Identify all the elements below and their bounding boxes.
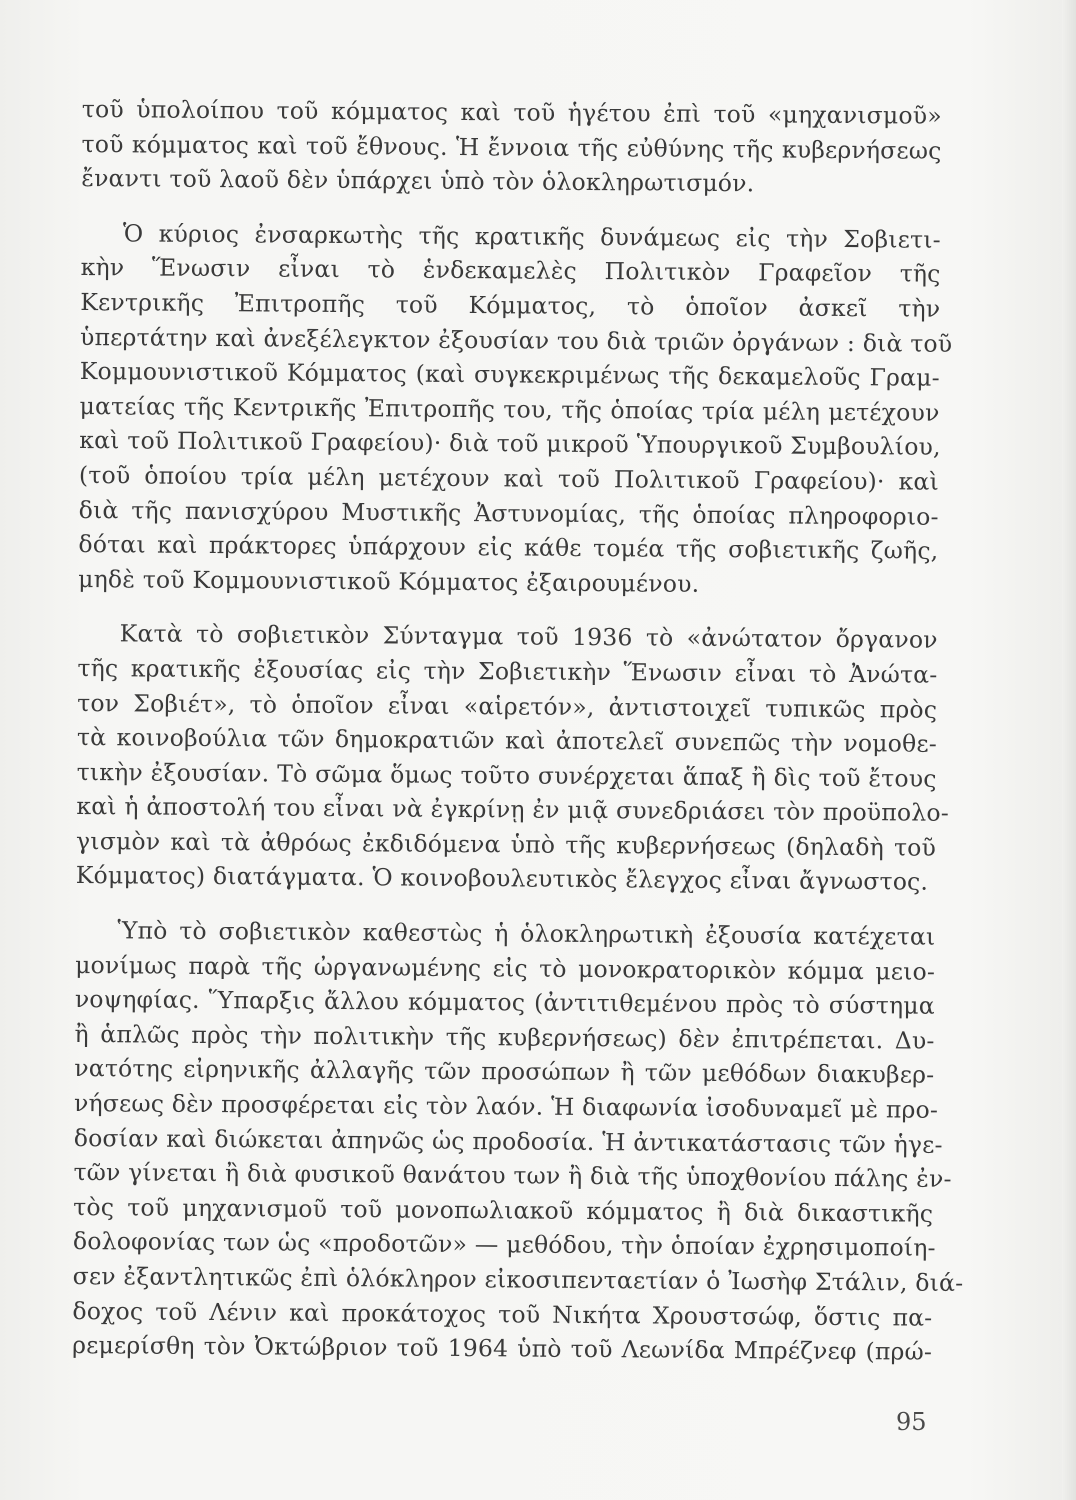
text-line: τικὴν ἐξουσίαν. Τὸ σῶμα ὅμως τοῦτο συνέρχεται ἅπαξ ἢ δὶς τοῦ ἔτους bbox=[76, 757, 937, 793]
text-line: μηδὲ τοῦ Κομμουνιστικοῦ Κόμματος ἐξαιρουμένου. bbox=[78, 564, 700, 598]
text-line: Κεντρικῆς Ἐπιτροπῆς τοῦ Κόμματος, τὸ ὁποῖον ἀσκεῖ τὴν bbox=[80, 287, 941, 323]
text-line: νήσεως δὲν προσφέρεται εἰς τὸν λαόν. Ἡ διαφωνία ἰσοδυναμεῖ μὲ προ- bbox=[73, 1089, 939, 1124]
text-line: τοῦ κόμματος καὶ τοῦ ἔθνους. Ἡ ἔννοια τῆς εὐθύνης τῆς κυβερνήσεως bbox=[81, 129, 942, 165]
page-number: 95 bbox=[896, 1408, 927, 1436]
page-edge-shadow bbox=[1062, 0, 1076, 1500]
text-line: ἔναντι τοῦ λαοῦ δὲν ὑπάρχει ὑπὸ τὸν ὁλοκληρωτισμόν. bbox=[81, 164, 755, 198]
text-line: τον Σοβιέτ», τὸ ὁποῖον εἶναι «αἱρετόν», ἀντιστοιχεῖ τυπικῶς πρὸς bbox=[77, 688, 938, 724]
text-line: δοσίαν καὶ διώκεται ἀπηνῶς ὡς προδοσία. Ἡ ἀντικατάστασις τῶν ἡγε- bbox=[73, 1123, 943, 1159]
paragraph-1 bbox=[81, 92, 942, 203]
text-line: τὰ κοινοβούλια τῶν δημοκρατιῶν καὶ ἀποτελεῖ συνεπῶς τὴν νομοθε- bbox=[76, 723, 938, 758]
text-line: Κατὰ τὸ σοβιετικὸν Σύνταγμα τοῦ 1936 τὸ «ἀνώτατον ὄργανον bbox=[119, 619, 938, 655]
text-line: δόται καὶ πράκτορες ὑπάρχουν εἰς κάθε τομέα τῆς σοβιετικῆς ζωῆς, bbox=[78, 530, 939, 565]
paragraph-2 bbox=[78, 216, 953, 603]
text-line: κὴν Ἕνωσιν εἶναι τὸ ἑνδεκαμελὲς Πολιτικὸν Γραφεῖον τῆς bbox=[80, 253, 941, 289]
paragraph-3 bbox=[75, 616, 950, 899]
text-line: (τοῦ ὁποίου τρία μέλη μετέχουν καὶ τοῦ Πολιτικοῦ Γραφείου)· καὶ bbox=[78, 460, 940, 496]
text-line: ρεμερίσθη τὸν Ὀκτώβριον τοῦ 1964 ὑπὸ τοῦ Λεωνίδα Μπρέζνεφ (πρώ- bbox=[72, 1331, 933, 1366]
text-line: καὶ ἡ ἀποστολή του εἶναι νὰ ἐγκρίνῃ ἐν μιᾷ συνεδριάσει τὸν προϋπολο- bbox=[76, 792, 950, 828]
text-line: μονίμως παρὰ τῆς ὠργανωμένης εἰς τὸ μονοκρατορικὸν κόμμα μειο- bbox=[75, 950, 936, 986]
text-line: διὰ τῆς πανισχύρου Μυστικῆς Ἀστυνομίας, τῆς ὁποίας πληροφοριο- bbox=[78, 495, 939, 531]
body-text bbox=[72, 92, 964, 1369]
paragraph-4 bbox=[72, 913, 964, 1369]
text-line: Κόμματος) διατάγματα. Ὁ κοινοβουλευτικὸς ἔλεγχος εἶναι ἄγνωστος. bbox=[75, 861, 929, 897]
text-line: σεν ἐξαντλητικῶς ἐπὶ ὁλόκληρον εἰκοσιπενταετίαν ὁ Ἰωσὴφ Στάλιν, διά- bbox=[72, 1261, 964, 1297]
text-line: τὸς τοῦ μηχανισμοῦ τοῦ μονοπωλιακοῦ κόμματος ἢ διὰ δικαστικῆς bbox=[73, 1192, 934, 1228]
text-line: γισμὸν καὶ τὰ ἀθρόως ἐκδιδόμενα ὑπὸ τῆς κυβερνήσεως (δηλαδὴ τοῦ bbox=[76, 826, 937, 862]
text-line: τῆς κρατικῆς ἐξουσίας εἰς τὴν Σοβιετικὴν Ἕνωσιν εἶναι τὸ Ἀνώτα- bbox=[77, 653, 938, 689]
text-line: καὶ τοῦ Πολιτικοῦ Γραφείου)· διὰ τοῦ μικροῦ Ὑπουργικοῦ Συμβουλίου, bbox=[79, 426, 941, 462]
text-line: νοψηφίας. Ὕπαρξις ἄλλου κόμματος (ἀντιτιθεμένου πρὸς τὸ σύστημα bbox=[74, 985, 935, 1020]
text-line: νατότης εἰρηνικῆς ἀλλαγῆς τῶν προσώπων ἢ τῶν μεθόδων διακυβερ- bbox=[74, 1054, 935, 1090]
text-line: δοχος τοῦ Λένιν καὶ προκάτοχος τοῦ Νικήτα Χρουστσώφ, ὅστις πα- bbox=[72, 1296, 933, 1332]
text-line: τοῦ ὑπολοίπου τοῦ κόμματος καὶ τοῦ ἡγέτου ἐπὶ τοῦ «μηχανισμοῦ» bbox=[81, 94, 942, 130]
text-line: τῶν γίνεται ἢ διὰ φυσικοῦ θανάτου των ἢ διὰ τῆς ὑποχθονίου πάλης ἐν- bbox=[73, 1158, 952, 1194]
text-line: Ὁ κύριος ἐνσαρκωτὴς τῆς κρατικῆς δυνάμεως εἰς τὴν Σοβιετι- bbox=[122, 219, 941, 254]
text-line: ματείας τῆς Κεντρικῆς Ἐπιτροπῆς του, τῆς ὁποίας τρία μέλη μετέχουν bbox=[79, 391, 940, 427]
text-line: ἢ ἁπλῶς πρὸς τὴν πολιτικὴν τῆς κυβερνήσεως) δὲν ἐπιτρέπεται. Δυ- bbox=[74, 1019, 935, 1055]
text-line: δολοφονίας των ὡς «προδοτῶν» — μεθόδου, τὴν ὁποίαν ἐχρησιμοποίη- bbox=[72, 1227, 936, 1263]
text-line: Κομμουνιστικοῦ Κόμματος (καὶ συγκεκριμένως τῆς δεκαμελοῦς Γραμ- bbox=[79, 357, 940, 392]
text-line: ὑπερτάτην καὶ ἀνεξέλεγκτον ἐξουσίαν του διὰ τριῶν ὀργάνων : διὰ τοῦ bbox=[79, 322, 953, 358]
text-line: Ὑπὸ τὸ σοβιετικὸν καθεστὼς ἡ ὁλοκληρωτικὴ ἐξουσία κατέχεται bbox=[117, 916, 936, 951]
